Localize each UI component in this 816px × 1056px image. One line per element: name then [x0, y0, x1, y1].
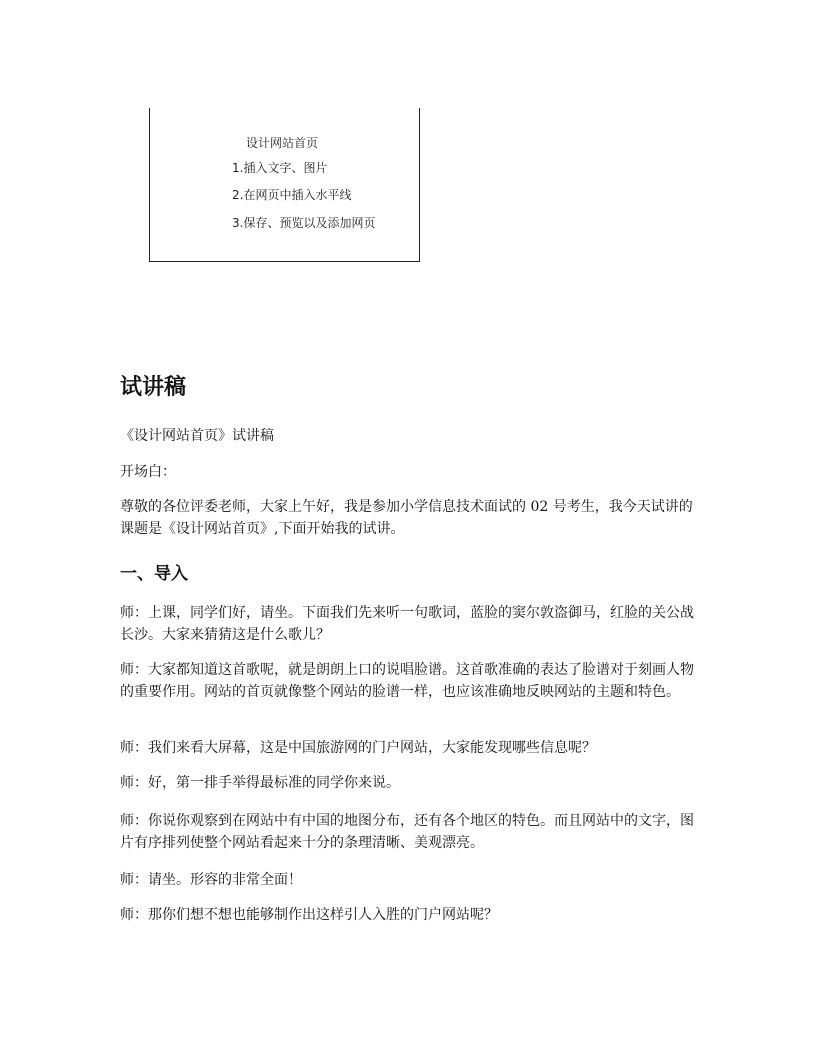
lecture-subtitle: 《设计网站首页》试讲稿 [120, 428, 274, 444]
opening-label: 开场白： [120, 464, 176, 480]
page-heading: 试讲稿 [120, 375, 187, 400]
board-title: 设计网站首页 [246, 136, 319, 150]
dialogue-paragraph: 师：大家都知道这首歌呢，就是朗朗上口的说唱脸谱。这首歌准确的表达了脸谱对于刻画人物的重要作用。网站的首页就像整个网站的脸谱一样，也应该准确地反映网站的主题和特色。 [120, 662, 694, 700]
board-item: 1.插入文字、图片 [232, 161, 328, 175]
dialogue-paragraph: 师：上课，同学们好，请坐。下面我们先来听一句歌词，蓝脸的窦尔敦盗御马，红脸的关公战长沙。大家来猜猜这是什么歌儿？ [120, 605, 694, 643]
section-heading-intro: 一、导入 [120, 564, 188, 584]
dialogue-paragraph: 师：那你们想不想也能够制作出这样引人入胜的门户网站呢？ [120, 907, 498, 923]
dialogue-paragraph: 师：我们来看大屏幕，这是中国旅游网的门户网站，大家能发现哪些信息呢？ [120, 740, 596, 756]
dialogue-paragraph: 师：请坐。形容的非常全面！ [120, 872, 302, 888]
board-item: 3.保存、预览以及添加网页 [232, 216, 376, 230]
dialogue-paragraph: 师：你说你观察到在网站中有中国的地图分布，还有各个地区的特色。而且网站中的文字，图片有序排列使整个网站看起来十分的条理清晰、美观漂亮。 [120, 813, 694, 851]
blackboard-design [149, 108, 420, 262]
board-item: 2.在网页中插入水平线 [232, 188, 352, 202]
dialogue-paragraph: 师：好，第一排手举得最标准的同学你来说。 [120, 775, 400, 791]
intro-paragraph: 尊敬的各位评委老师，大家上午好，我是参加小学信息技术面试的 02 号考生，我今天试讲的课题是《设计网站首页》,下面开始我的试讲。 [120, 499, 693, 537]
